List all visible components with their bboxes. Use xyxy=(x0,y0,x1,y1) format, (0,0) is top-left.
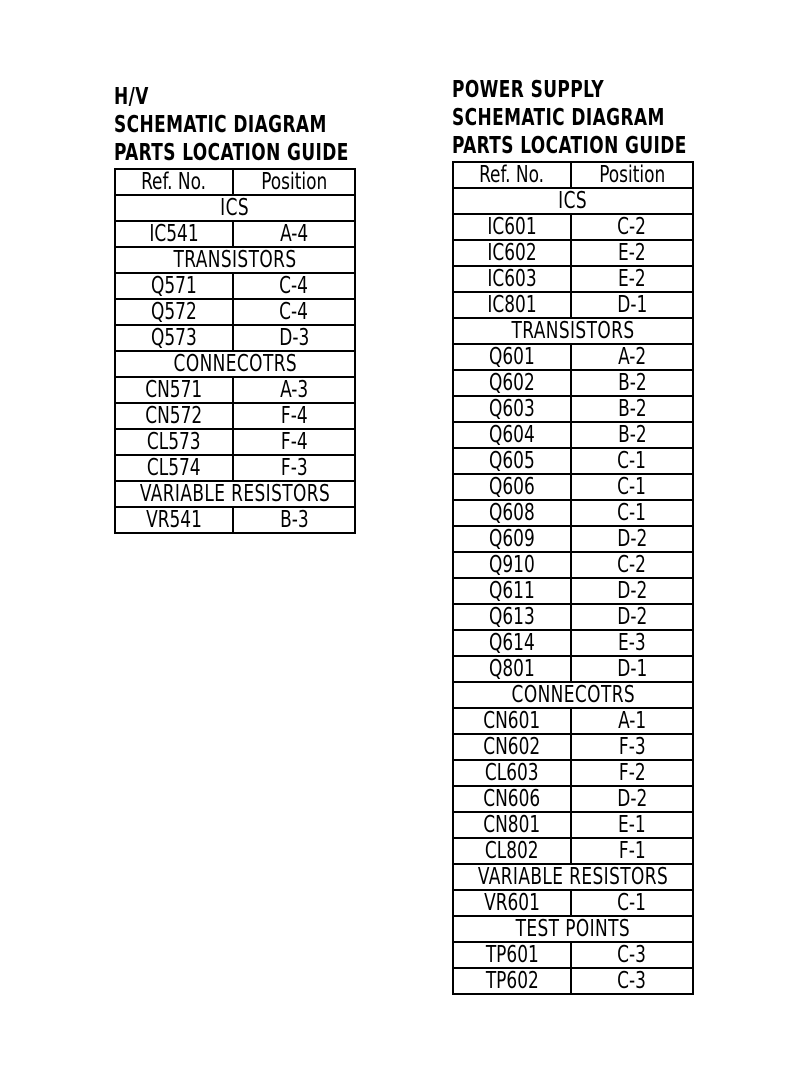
ref-no-cell: Q605 xyxy=(453,448,571,474)
table-row xyxy=(453,786,693,812)
section-heading: CONNECOTRS xyxy=(115,351,355,377)
ref-no-cell: CN572 xyxy=(115,403,233,429)
ref-no-cell: CL574 xyxy=(115,455,233,481)
position-cell: C-1 xyxy=(571,500,693,526)
section-heading: TRANSISTORS xyxy=(115,247,355,273)
table-row xyxy=(453,890,693,916)
ref-no-cell: IC541 xyxy=(115,221,233,247)
position-cell: D-2 xyxy=(571,604,693,630)
position-cell: B-2 xyxy=(571,396,693,422)
hv-parts-guide xyxy=(114,83,400,534)
ref-no-cell: Q611 xyxy=(453,578,571,604)
ps-title-line-3: PARTS LOCATION GUIDE xyxy=(452,133,687,159)
hv-title-line-2: SCHEMATIC DIAGRAM xyxy=(114,112,327,138)
table-row xyxy=(453,760,693,786)
position-cell: F-4 xyxy=(233,429,355,455)
position-cell: D-3 xyxy=(233,325,355,351)
ref-no-cell: Q601 xyxy=(453,344,571,370)
table-row xyxy=(115,299,355,325)
position-cell: F-2 xyxy=(571,760,693,786)
table-row xyxy=(115,507,355,533)
position-cell: C-3 xyxy=(571,968,693,994)
position-cell: D-1 xyxy=(571,292,693,318)
position-header: Position xyxy=(233,169,355,195)
ref-no-cell: Q573 xyxy=(115,325,233,351)
ref-no-cell: IC601 xyxy=(453,214,571,240)
table-row xyxy=(453,292,693,318)
position-cell: F-4 xyxy=(233,403,355,429)
ref-no-cell: VR541 xyxy=(115,507,233,533)
ref-no-cell: Q602 xyxy=(453,370,571,396)
ref-no-cell: TP601 xyxy=(453,942,571,968)
ps-parts-table xyxy=(452,161,694,995)
ref-no-cell: CN602 xyxy=(453,734,571,760)
position-cell: E-1 xyxy=(571,812,693,838)
ref-no-cell: IC603 xyxy=(453,266,571,292)
ref-no-cell: VR601 xyxy=(453,890,571,916)
position-cell: B-2 xyxy=(571,370,693,396)
position-cell: F-3 xyxy=(233,455,355,481)
position-cell: D-1 xyxy=(571,656,693,682)
position-cell: F-1 xyxy=(571,838,693,864)
position-cell: B-2 xyxy=(571,422,693,448)
table-row xyxy=(115,403,355,429)
ref-no-cell: Q614 xyxy=(453,630,571,656)
position-cell: A-2 xyxy=(571,344,693,370)
position-cell: A-1 xyxy=(571,708,693,734)
position-cell: C-3 xyxy=(571,942,693,968)
ref-no-cell: IC801 xyxy=(453,292,571,318)
position-cell: A-4 xyxy=(233,221,355,247)
table-row xyxy=(453,474,693,500)
ref-no-cell: Q572 xyxy=(115,299,233,325)
table-row xyxy=(453,396,693,422)
section-heading: TRANSISTORS xyxy=(453,318,693,344)
position-cell: D-2 xyxy=(571,786,693,812)
table-row xyxy=(453,734,693,760)
ref-no-cell: Q608 xyxy=(453,500,571,526)
table-row xyxy=(453,344,693,370)
section-row xyxy=(453,682,693,708)
section-row xyxy=(453,916,693,942)
position-cell: C-2 xyxy=(571,552,693,578)
position-cell: E-2 xyxy=(571,240,693,266)
power-supply-parts-guide xyxy=(452,76,738,995)
section-row xyxy=(115,481,355,507)
hv-parts-table xyxy=(114,168,356,534)
table-row xyxy=(453,812,693,838)
table-row xyxy=(115,455,355,481)
hv-title-line-1: H/V xyxy=(114,84,149,110)
ref-no-cell: CN571 xyxy=(115,377,233,403)
position-cell: E-2 xyxy=(571,266,693,292)
section-heading: VARIABLE RESISTORS xyxy=(115,481,355,507)
section-row xyxy=(453,188,693,214)
position-cell: E-3 xyxy=(571,630,693,656)
ref-no-cell: CL802 xyxy=(453,838,571,864)
ref-no-cell: CN601 xyxy=(453,708,571,734)
table-row xyxy=(453,630,693,656)
section-row xyxy=(453,318,693,344)
section-heading: TEST POINTS xyxy=(453,916,693,942)
section-row xyxy=(115,351,355,377)
table-row xyxy=(453,942,693,968)
position-cell: C-1 xyxy=(571,890,693,916)
position-cell: C-1 xyxy=(571,448,693,474)
position-cell: C-2 xyxy=(571,214,693,240)
table-row xyxy=(453,578,693,604)
position-cell: A-3 xyxy=(233,377,355,403)
table-row xyxy=(115,429,355,455)
ref-no-cell: CL603 xyxy=(453,760,571,786)
ref-no-cell: Q609 xyxy=(453,526,571,552)
ref-no-header: Ref. No. xyxy=(453,162,571,188)
table-row xyxy=(453,968,693,994)
ref-no-cell: Q801 xyxy=(453,656,571,682)
table-row xyxy=(453,266,693,292)
table-row xyxy=(453,448,693,474)
position-cell: F-3 xyxy=(571,734,693,760)
ref-no-cell: CL573 xyxy=(115,429,233,455)
hv-title-line-3: PARTS LOCATION GUIDE xyxy=(114,140,349,166)
table-row xyxy=(453,604,693,630)
ps-title-line-2: SCHEMATIC DIAGRAM xyxy=(452,105,665,131)
table-row xyxy=(453,370,693,396)
table-row xyxy=(453,838,693,864)
table-row xyxy=(453,240,693,266)
table-row xyxy=(453,214,693,240)
section-heading: CONNECOTRS xyxy=(453,682,693,708)
table-row xyxy=(115,325,355,351)
table-row xyxy=(453,500,693,526)
position-cell: D-2 xyxy=(571,526,693,552)
position-cell: C-1 xyxy=(571,474,693,500)
position-cell: D-2 xyxy=(571,578,693,604)
ref-no-cell: Q604 xyxy=(453,422,571,448)
table-row xyxy=(115,273,355,299)
ref-no-cell: Q603 xyxy=(453,396,571,422)
table-row xyxy=(453,656,693,682)
table-row xyxy=(453,708,693,734)
ref-no-cell: Q613 xyxy=(453,604,571,630)
section-heading: ICS xyxy=(453,188,693,214)
section-row xyxy=(115,195,355,221)
ref-no-cell: IC602 xyxy=(453,240,571,266)
position-cell: C-4 xyxy=(233,299,355,325)
ref-no-cell: Q606 xyxy=(453,474,571,500)
table-row xyxy=(453,422,693,448)
section-row xyxy=(453,864,693,890)
section-row xyxy=(115,247,355,273)
ref-no-cell: Q910 xyxy=(453,552,571,578)
table-row xyxy=(115,377,355,403)
table-header-row xyxy=(453,162,693,188)
table-header-row xyxy=(115,169,355,195)
section-heading: ICS xyxy=(115,195,355,221)
table-row xyxy=(115,221,355,247)
ref-no-cell: TP602 xyxy=(453,968,571,994)
table-row xyxy=(453,526,693,552)
table-row xyxy=(453,552,693,578)
ref-no-cell: CN801 xyxy=(453,812,571,838)
ps-title-line-1: POWER SUPPLY xyxy=(452,77,605,103)
ref-no-cell: CN606 xyxy=(453,786,571,812)
position-cell: B-3 xyxy=(233,507,355,533)
section-heading: VARIABLE RESISTORS xyxy=(453,864,693,890)
position-cell: C-4 xyxy=(233,273,355,299)
ref-no-cell: Q571 xyxy=(115,273,233,299)
position-header: Position xyxy=(571,162,693,188)
ref-no-header: Ref. No. xyxy=(115,169,233,195)
